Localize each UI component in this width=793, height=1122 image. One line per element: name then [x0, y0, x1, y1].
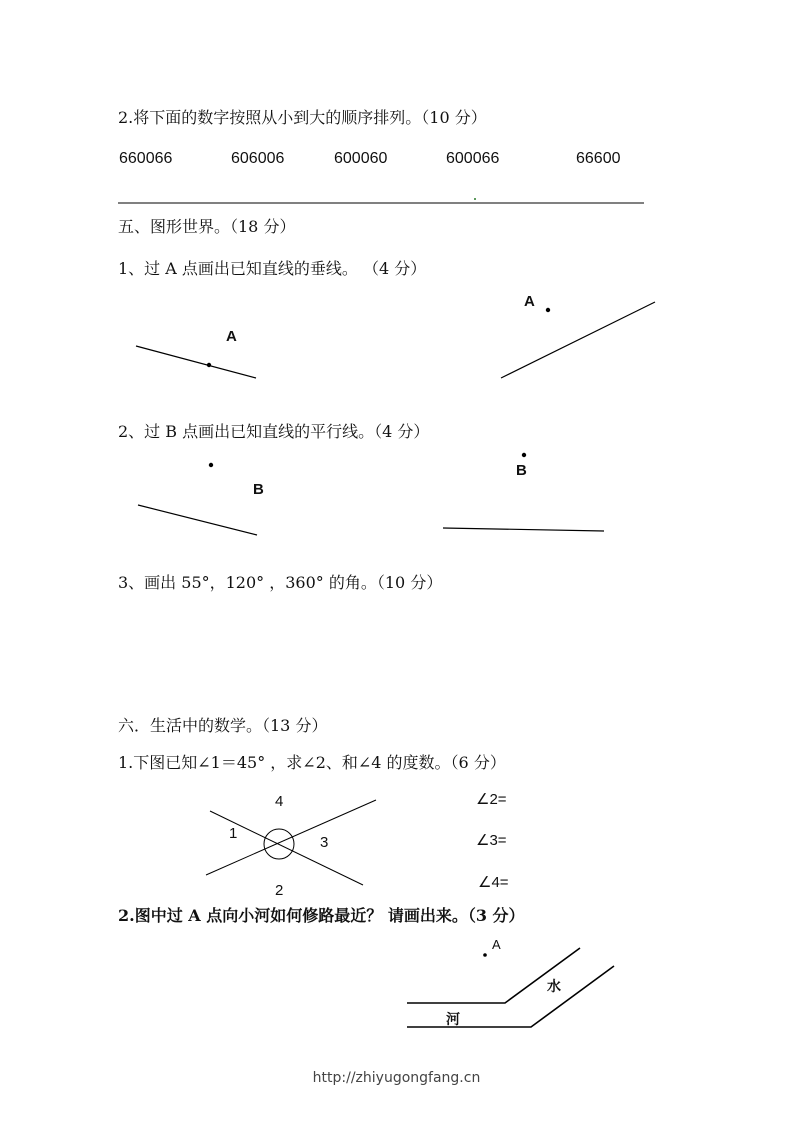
given-line-b-right — [443, 528, 604, 531]
number-4: 600066 — [446, 150, 500, 167]
number-2: 606006 — [231, 150, 285, 167]
angle-label-1: 1 — [229, 825, 238, 842]
section-5-q2-title: 2、过 B 点画出已知直线的平行线。（4 分） — [118, 422, 430, 441]
label-a-left: A — [226, 328, 237, 345]
section-5-q1-title: 1、过 A 点画出已知直线的垂线。 （4 分） — [118, 259, 427, 278]
section-6-q2-title: 2.图中过 A 点向小河如何修路最近？ 请画出来。（3 分） — [118, 906, 525, 925]
section-5-q3-title: 3、画出 55°，120° ，360° 的角。（10 分） — [118, 573, 443, 592]
river-label-river: 河 — [446, 1012, 460, 1028]
given-line-left — [136, 346, 256, 378]
answer-angle-3: ∠3= — [476, 832, 507, 849]
angle-label-2: 2 — [275, 882, 284, 899]
label-a-river: A — [492, 937, 501, 952]
answer-angle-4: ∠4= — [478, 874, 509, 891]
stray-dot — [474, 198, 476, 200]
given-line-b-left — [138, 505, 257, 535]
intersect-line-1 — [210, 811, 363, 885]
angle-label-4: 4 — [275, 793, 284, 810]
number-1: 660066 — [119, 150, 173, 167]
section-6-q1-title: 1.下图已知∠1＝45° ，求∠2、和∠4 的度数。（6 分） — [118, 753, 506, 772]
point-b-left — [209, 463, 213, 467]
point-a-right — [546, 308, 550, 312]
point-a-river — [483, 953, 487, 957]
label-a-right: A — [524, 293, 535, 310]
q2-title: 2.将下面的数字按照从小到大的顺序排列。（10 分） — [118, 108, 487, 127]
river-label-water: 水 — [547, 979, 561, 995]
number-5: 66600 — [576, 150, 621, 167]
angle-label-3: 3 — [320, 834, 329, 851]
point-a-left — [207, 363, 211, 367]
section-5-title: 五、图形世界。（18 分） — [118, 217, 296, 236]
footer-url: http://zhiyugongfang.cn — [312, 1070, 481, 1086]
point-b-right — [522, 453, 526, 457]
label-b-left: B — [253, 481, 264, 498]
number-3: 600060 — [334, 150, 388, 167]
section-6-title: 六．生活中的数学。（13 分） — [118, 716, 328, 735]
river-bank-lower — [407, 966, 614, 1027]
given-line-right — [501, 302, 655, 378]
answer-angle-2: ∠2= — [476, 791, 507, 808]
label-b-right: B — [516, 462, 527, 479]
